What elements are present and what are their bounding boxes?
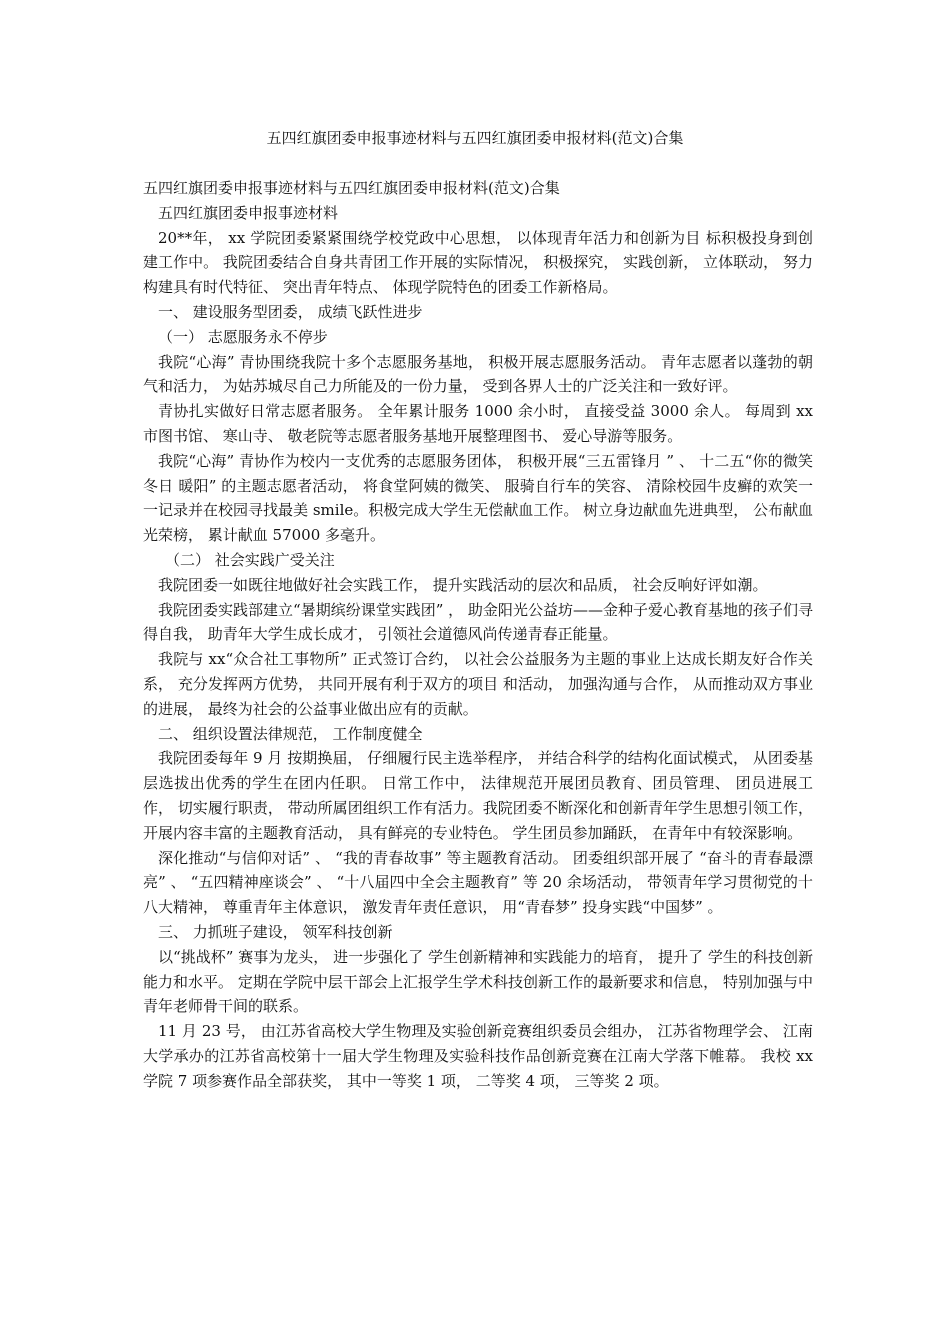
document-title: 五四红旗团委申报事迹材料与五四红旗团委申报材料(范文)合集 (266, 129, 684, 147)
heading-section-1: 一、 建设服务型团委， 成绩飞跃性进步 (158, 302, 423, 321)
paragraph-innovation-2: 11 月 23 号， 由江苏省高校大学生物理及实验创新竞赛组织委员会组办， 江苏省物理学会、 江南大学承办的江苏省高校第十一届大学生物理及实验科技作品创新竞赛在江南大学落下帷幕。 我校 xx 学院 7 项参赛作品全部获奖， 其中一等奖 1 项， 二等奖 4 项， 三等奖 2 项。 (143, 1022, 813, 1090)
paragraph-practice-3: 我院与 xx“众合社工事物所” 正式签订合约， 以社会公益服务为主题的事业上达成长期友好合作关系， 充分发挥两方优势， 共同开展有利于双方的项目 和活动， 加强沟通与合作， 从而推动双方事业的进展， 最终为社会的公益事业做出应有的贡献。 (143, 650, 813, 718)
paragraph-section-heading: 五四红旗团委申报事迹材料 (158, 203, 339, 222)
paragraph-intro: 20**年， xx 学院团委紧紧围绕学校党政中心思想， 以体现青年活力和创新为目 标积极投身到创建工作中。 我院团委结合自身共青团工作开展的实际情况， 积极探究， 实践创新， 立体联动， 努力构建具有时代特征、 突出青年特点、 体现学院特色的团委工作新格局。 (143, 228, 813, 297)
heading-section-2: 二、 组织设置法律规范， 工作制度健全 (158, 724, 423, 743)
paragraph-practice-1: 我院团委一如既往地做好社会实践工作， 提升实践活动的层次和品质， 社会反响好评如潮。 (158, 575, 768, 594)
heading-subsection-1: （一） 志愿服务永不停步 (158, 327, 328, 346)
heading-subsection-2: （二） 社会实践广受关注 (165, 550, 335, 569)
paragraph-volunteer-3: 我院“心海” 青协作为校内一支优秀的志愿服务团体， 积极开展“三五雷锋月 ” 、 十二五“你的微笑冬日 暖阳” 的主题志愿者活动， 将食堂阿姨的微笑、 服骑自行车的笑容、 清除校园牛皮癣的欢笑一一记录并在校园寻找最美 smile。积极完成大学生无偿献血工作。 树立身边献血先进典型， 公布献血光荣榜， 累计献血 57000 多毫升。 (143, 451, 813, 545)
paragraph-practice-2: 我院团委实践部建立“暑期缤纷课堂实践团” ， 助金阳光公益坊——金种子爱心教育基地的孩子们寻得自我， 助青年大学生成长成才， 引领社会道德风尚传递青春正能量。 (143, 600, 813, 644)
document-body (143, 176, 813, 1093)
paragraph-organization-2: 深化推动“与信仰对话” 、 “我的青春故事” 等主题教育活动。 团委组织部开展了 “奋斗的青春最漂亮” 、 “五四精神座谈会” 、 “十八届四中全会主题教育” 等 20 余场活动， 带领青年学习贯彻党的十八大精神， 尊重青年主体意识， 激发青年责任意识， 用“青春梦” 投身实践“中国梦” 。 (143, 848, 813, 917)
heading-section-3: 三、 力抓班子建设， 领军科技创新 (158, 922, 393, 941)
paragraph-volunteer-1: 我院“心海” 青协围绕我院十多个志愿服务基地， 积极开展志愿服务活动。 青年志愿者以蓬勃的朝气和活力， 为姑苏城尽自己力所能及的一份力量， 受到各界人士的广泛关注和一致好评。 (143, 352, 813, 396)
paragraph-innovation-1: 以“挑战杯” 赛事为龙头， 进一步强化了 学生创新精神和实践能力的培育， 提升了 学生的科技创新能力和水平。 定期在学院中层干部会上汇报学生学术科技创新工作的最新要求和信息， 特别加强与中青年老师骨干间的联系。 (143, 947, 813, 1016)
paragraph-volunteer-2: 青协扎实做好日常志愿者服务。 全年累计服务 1000 余小时， 直接受益 3000 余人。 每周到 xx 市图书馆、 寒山寺、 敬老院等志愿者服务基地开展整理图书、 爱心导游等服务。 (143, 402, 813, 445)
paragraph-subtitle: 五四红旗团委申报事迹材料与五四红旗团委申报材料(范文)合集 (143, 179, 560, 197)
paragraph-organization-1: 我院团委每年 9 月 按期换届， 仔细履行民主选举程序， 并结合科学的结构化面试模式， 从团委基层选拔出优秀的学生在团内任职。 日常工作中， 法律规范开展团员教育、团员管理、 团员进展工作， 切实履行职责， 带动所属团组织工作有活力。我院团委不断深化和创新青年学生思想引领工作， 开展内容丰富的主题教育活动， 具有鲜亮的专业特色。 学生团员参加踊跃， 在青年中有较深影响。 (143, 749, 813, 842)
